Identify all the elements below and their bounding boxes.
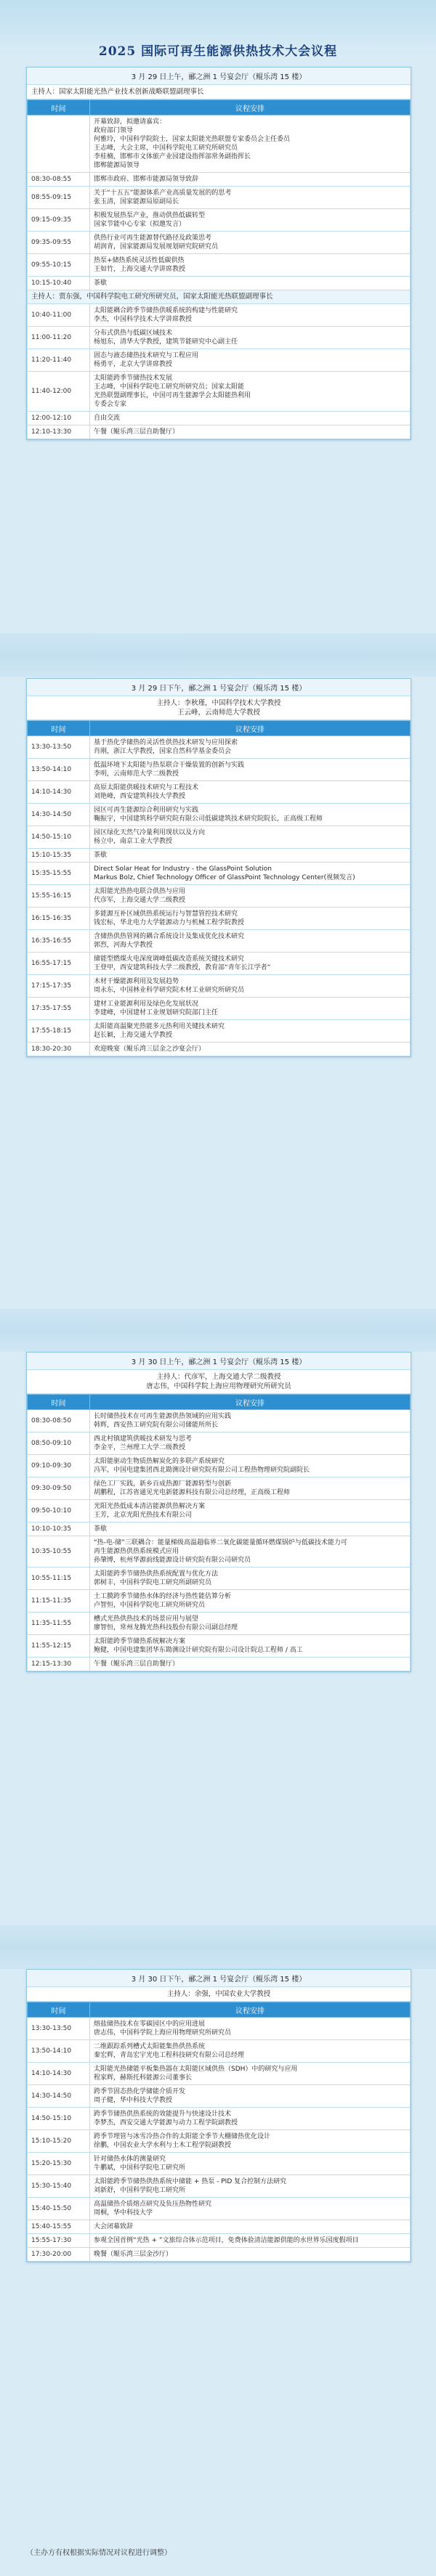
agenda-topic: 二维跟踪系列槽式太阳能集热供热系统 <box>94 2043 206 2050</box>
agenda-cell <box>90 1536 411 1568</box>
footnote: （主办方有权根据实际情况对议程进行调整） <box>26 2549 171 2557</box>
agenda-topic: 木材干燥能源利用及发展趋势 <box>94 978 179 985</box>
agenda-row <box>28 304 411 327</box>
agenda-cell <box>90 232 411 254</box>
agenda-detail: 杨立中，南京工业大学教授 <box>94 838 173 845</box>
time-cell: 18:30-20:30 <box>28 1043 90 1056</box>
agenda-row <box>28 1043 411 1056</box>
agenda-row <box>28 2040 411 2063</box>
agenda-row <box>28 1020 411 1043</box>
agenda-row <box>28 1590 411 1613</box>
agenda-detail: 周永东，中国林业科学研究院木材工业研究所研究员 <box>94 987 245 994</box>
agenda-topic: 大会闭幕致辞 <box>94 2223 134 2230</box>
agenda-row <box>28 1410 411 1432</box>
agenda-row <box>28 863 411 885</box>
time-cell: 08:55-09:15 <box>28 187 90 209</box>
section-divider <box>0 633 436 677</box>
agenda-row <box>28 953 411 975</box>
session-card <box>26 678 411 1057</box>
agenda-cell <box>90 1500 411 1523</box>
agenda-row <box>28 327 411 349</box>
time-cell: 16:35-16:55 <box>28 930 90 953</box>
agenda-topic: 园区可再生能源综合利用研究与实践 <box>94 807 199 814</box>
time-cell: 11:35-11:55 <box>28 1613 90 1635</box>
time-cell: 09:35-09:55 <box>28 232 90 254</box>
agenda-cell <box>90 1020 411 1043</box>
agenda-topic: 茶歇 <box>94 1525 108 1533</box>
agenda-topic: 太阳能光热储能平板集热器在太阳能区域供热（SDH）中的研究与应用 <box>94 2066 298 2073</box>
agenda-detail: 周子健，华中科技大学教授 <box>94 2097 173 2104</box>
agenda-topic: 固态与液态储热技术研究与工程应用 <box>94 352 199 359</box>
agenda-row <box>28 412 411 425</box>
agenda-detail: 李桂楠，邯郸市文体旅产业园建设指挥部常务副指挥长 <box>94 153 251 160</box>
agenda-row <box>28 254 411 277</box>
agenda-cell <box>90 2040 411 2063</box>
session-header: 3 月 29 日上午，郦之洲 1 号宴会厅（鲲乐湾 15 楼） <box>27 68 411 85</box>
agenda-detail: 何雅玲，中国科学院院士，国家太阳能光热联盟专家委员会主任委员 <box>94 136 291 143</box>
time-cell: 09:55-10:15 <box>28 254 90 277</box>
agenda-topic: 跨季节埋管与冰雪冷热合作的太阳能全季节大棚储热优化设计 <box>94 2133 271 2140</box>
agenda-cell <box>90 2018 411 2040</box>
session-header: 3 月 30 日下午，郦之洲 1 号宴会厅（鲲乐湾 15 楼） <box>27 1970 411 1987</box>
agenda-topic: 槽式光热供热技术的场景应用与展望 <box>94 1615 199 1623</box>
time-cell: 12:15-13:30 <box>28 1658 90 1671</box>
agenda-row <box>28 115 411 173</box>
section-divider <box>0 1308 436 1352</box>
agenda-topic: 园区绿化天然气冷量利用现状以及方向 <box>94 829 206 836</box>
time-cell: 09:30-09:50 <box>28 1477 90 1500</box>
time-cell: 14:50-15:10 <box>28 2108 90 2130</box>
time-cell: 09:50-10:10 <box>28 1500 90 1523</box>
agenda-detail: 唐志伟，中国科学院上海应用物理研究所研究员 <box>94 2029 232 2037</box>
agenda-topic: 热泵+储热系统灵活性低碳供热 <box>94 257 185 264</box>
agenda-cell <box>90 173 411 187</box>
agenda-detail: 国家节能中心专家（拟邀发言） <box>94 221 186 228</box>
agenda-row <box>28 998 411 1020</box>
agenda-topic: 光阳光热低成本清洁能源供热解决方案 <box>94 1503 206 1510</box>
agenda-cell <box>90 1590 411 1613</box>
agenda-detail: 刘艳峰，西安建筑科技大学教授 <box>94 793 186 800</box>
agenda-detail: 刘新舒，中国科学院电工研究所 <box>94 2187 186 2194</box>
agenda-row <box>28 2085 411 2108</box>
agenda-detail: 肖刚，浙江大学教授，国家自然科学基金委员会 <box>94 748 232 755</box>
agenda-topic: 太阳能高温聚光热能多元热利用关键技术研究 <box>94 1023 225 1030</box>
agenda-topic: 积极发展热泵产业，推动供热低碳转型 <box>94 212 206 219</box>
agenda-topic: 午餐（鲲乐湾三层自助餐厅） <box>94 428 179 436</box>
agenda-detail: 胡鹏程，江苏省通见光电新能源科技有限公司总经理，正高级工程师 <box>94 1489 291 1496</box>
agenda-topic: 午餐（鲲乐湾三层自助餐厅） <box>94 1660 179 1668</box>
agenda-row <box>28 930 411 953</box>
agenda-topic: 西北村镇建筑供暖技术研发与思考 <box>94 1435 193 1443</box>
agenda-rows <box>28 2018 411 2262</box>
agenda-cell <box>90 908 411 930</box>
agenda-detail: 光热联盟副理事长，中国可再生能源学会太阳能热利用 <box>94 392 251 399</box>
time-cell: 14:50-15:10 <box>28 826 90 849</box>
session-host: 主持人：余强，中国农业大学教授 <box>27 1987 411 2002</box>
time-cell: 15:55-17:30 <box>28 2234 90 2248</box>
agenda-row <box>28 1500 411 1523</box>
agenda-cell <box>90 412 411 425</box>
agenda-row <box>28 1455 411 1477</box>
time-cell: 16:55-17:15 <box>28 953 90 975</box>
agenda-cell <box>90 254 411 277</box>
agenda-topic: 参观全国首例“光热 + ”文旅综合体示范项目，免费体验清洁能源供能的水世界乐园度假项目 <box>94 2237 359 2244</box>
agenda-detail: 周桐，华中科技大学 <box>94 2209 153 2217</box>
agenda-topic: 基于热化学储热的灵活性供热技术研发与应用探索 <box>94 739 238 746</box>
time-column-header: 时间 <box>28 2002 90 2018</box>
agenda-topic: 熔盐储热技术在零碳园区中的应用进展 <box>94 2021 206 2028</box>
time-cell: 08:30-08:55 <box>28 173 90 187</box>
time-cell: 12:10-13:30 <box>28 425 90 439</box>
agenda-cell <box>90 781 411 804</box>
agenda-detail: 卢智恒，中国科学院电工研究所研究员 <box>94 1602 206 1609</box>
agenda-topic: 太阳能跨季节储热供热系统配置与优化方法 <box>94 1570 219 1578</box>
agenda-topic: Direct Solar Heat for Industry - the GlassPoint Solution <box>94 865 272 873</box>
agenda-row <box>28 173 411 187</box>
agenda-table <box>27 1394 411 1671</box>
agenda-cell <box>90 1568 411 1590</box>
agenda-detail: Markus Bolz, Chief Technology Officer of GlassPoint Technology Center(视频发言) <box>94 874 355 881</box>
agenda-topic: 跨季节储热供热系统的效能提升与快速设计技术 <box>94 2111 232 2118</box>
agenda-topic: 土工膜跨季节储热水体的经济与热性能估算分析 <box>94 1593 232 1600</box>
agenda-row <box>28 425 411 439</box>
agenda-detail: 王芳，北京光阳光热技术有限公司 <box>94 1512 193 1519</box>
agenda-detail: 牛鹏斌，中国科学院电工研究所 <box>94 2164 186 2172</box>
agenda-row <box>28 885 411 908</box>
agenda-row <box>28 2220 411 2234</box>
agenda-cell <box>90 2198 411 2220</box>
time-cell: 09:10-09:30 <box>28 1455 90 1477</box>
agenda-row <box>28 2018 411 2040</box>
agenda-topic: 分布式供热与低碳区域技术 <box>94 330 173 337</box>
agenda-topic: 高原太阳能供暖技术研究与工程技术 <box>94 784 199 791</box>
agenda-topic: 晚餐（鲲乐湾三层金沙厅） <box>94 2251 173 2258</box>
agenda-row <box>28 1477 411 1500</box>
agenda-topic: 供热行业可再生能源替代路径及政策思考 <box>94 235 212 242</box>
agenda-row <box>28 736 411 759</box>
time-cell: 08:50-09:10 <box>28 1432 90 1455</box>
agenda-cell <box>90 2108 411 2130</box>
session-header: 3 月 30 日上午，郦之洲 1 号宴会厅（鲲乐湾 15 楼） <box>27 1353 411 1370</box>
agenda-detail: 邯郸能源局领导 <box>94 162 140 169</box>
agenda-cell <box>90 1477 411 1500</box>
time-cell: 11:20-11:40 <box>28 349 90 372</box>
time-cell: 15:35-15:55 <box>28 863 90 885</box>
agenda-detail: 杨旭东，清华大学教授，建筑节能研究中心副主任 <box>94 338 238 346</box>
agenda-row <box>28 372 411 412</box>
agenda-detail: 韩辉，西安热工研究院有限公司储能所所长 <box>94 1422 219 1429</box>
time-column-header: 时间 <box>28 721 90 736</box>
agenda-rows <box>28 736 411 1056</box>
agenda-row <box>28 759 411 781</box>
time-cell: 11:40-12:00 <box>28 372 90 412</box>
time-column-header: 时间 <box>28 100 90 115</box>
agenda-detail: 廖智恒，常州龙腾光热科技股份有限公司副总经理 <box>94 1624 238 1631</box>
session-host <box>27 696 411 720</box>
agenda-row <box>28 2153 411 2175</box>
agenda-topic: 长时储热技术在可再生能源供热领域的应用实践 <box>94 1413 232 1420</box>
agenda-cell <box>90 2234 411 2248</box>
agenda-row <box>28 849 411 863</box>
host-cell: 主持人：贾东强，中国科学院电工研究所研究员，国家太阳能光热联盟副理事长 <box>28 290 411 304</box>
agenda-row <box>28 349 411 372</box>
agenda-detail: 李明，云南师范大学二级教授 <box>94 770 179 778</box>
host-line: 主持人：李秋瑾，中国科学技术大学教授 <box>156 699 281 707</box>
time-cell: 15:55-16:15 <box>28 885 90 908</box>
agenda-cell <box>90 804 411 826</box>
agenda-cell <box>90 863 411 885</box>
agenda-cell <box>90 1635 411 1658</box>
agenda-row <box>28 804 411 826</box>
agenda-detail: 程家辉，赫斯托科能源公司董事长 <box>94 2074 193 2082</box>
agenda-topic: 邯郸市政府、邯郸市能源局领导致辞 <box>94 176 199 183</box>
agenda-row <box>28 1613 411 1635</box>
agenda-topic: 多能源互补区域供热系统运行与智慧管控技术研究 <box>94 910 238 918</box>
agenda-row <box>28 2234 411 2248</box>
agenda-detail: 孙肇博，杭州华源前线能源设计研究院有限公司研究员 <box>94 1557 251 1564</box>
time-cell: 12:00-12:10 <box>28 412 90 425</box>
agenda-cell <box>90 304 411 327</box>
agenda-detail: 再生能源热供热系统模式应用 <box>94 1548 179 1555</box>
agenda-detail: 张玉清，国家能源局原副局长 <box>94 198 179 205</box>
time-cell: 13:50-14:10 <box>28 2040 90 2063</box>
time-cell: 15:40-15:50 <box>28 2198 90 2220</box>
agenda-column-header: 议程安排 <box>90 2002 411 2018</box>
agenda-detail: 冯军，中国电建集团西北勘测设计研究院有限公司工程热物理研究院副院长 <box>94 1467 310 1474</box>
time-cell: 11:55-12:15 <box>28 1635 90 1658</box>
agenda-detail: 王志峰，大会主席，中国科学院电工研究所研究员 <box>94 144 238 152</box>
time-cell: 14:10-14:30 <box>28 781 90 804</box>
agenda-detail: 徐鹏，中国农业大学水利与土木工程学院副教授 <box>94 2142 232 2149</box>
agenda-cell <box>90 372 411 412</box>
agenda-detail: 王登甲，西安建筑科技大学二级教授，教育部“青年长江学者” <box>94 964 271 971</box>
section-divider <box>0 1925 436 1969</box>
time-cell <box>28 115 90 173</box>
agenda-topic: 太阳能驱动生物质热解炭化的多联产系统研究 <box>94 1458 225 1465</box>
agenda-column-header: 议程安排 <box>90 1395 411 1410</box>
agenda-row <box>28 2130 411 2153</box>
agenda-cell <box>90 826 411 849</box>
agenda-cell <box>90 115 411 173</box>
agenda-topic: 太阳能跨季节储热系统解决方案 <box>94 1638 186 1645</box>
agenda-cell <box>90 736 411 759</box>
session-card <box>26 67 411 440</box>
agenda-topic: 低温环境下太阳能与热泵联合干燥装置的创新与实践 <box>94 762 245 769</box>
session-card <box>26 1969 411 2262</box>
agenda-cell <box>90 1432 411 1455</box>
agenda-row <box>28 2248 411 2262</box>
agenda-topic: 太阳能光热热电联合供热与应用 <box>94 888 186 895</box>
time-cell: 15:40-15:55 <box>28 2220 90 2234</box>
time-cell: 10:55-11:15 <box>28 1568 90 1590</box>
agenda-row <box>28 826 411 849</box>
agenda-cell <box>90 349 411 372</box>
host-line: 唐志伟，中国科学院上海应用物理研究所研究员 <box>146 1382 291 1390</box>
time-cell: 17:15-17:35 <box>28 975 90 998</box>
time-cell: 14:30-14:50 <box>28 2085 90 2108</box>
agenda-cell <box>90 2175 411 2198</box>
time-cell: 17:55-18:15 <box>28 1020 90 1043</box>
agenda-row <box>28 277 411 290</box>
agenda-topic: 太阳能跨季节储热供热系统中储能 + 热泵 - PID 复合控制方法研究 <box>94 2178 287 2185</box>
agenda-cell <box>90 327 411 349</box>
agenda-cell <box>90 998 411 1020</box>
agenda-cell <box>90 209 411 232</box>
agenda-topic: 高温储热介质熔点研究及负压热物性研究 <box>94 2201 212 2208</box>
agenda-cell <box>90 2220 411 2234</box>
agenda-row <box>28 1536 411 1568</box>
agenda-detail: 钱宏标，华北电力大学能源动力与机械工程学院教授 <box>94 919 245 926</box>
agenda-topic: 关于“十五五”能源体系产业高质量发展的的思考 <box>94 189 232 197</box>
agenda-topic: 储能型燃煤火电深度调峰低碳改造系统关键技术研究 <box>94 955 245 963</box>
agenda-detail: 李建峰，中国建材工业规划研究院部门主任 <box>94 1009 219 1016</box>
agenda-detail: 代彦军，上海交通大学二级教授 <box>94 897 186 904</box>
agenda-rows <box>28 1410 411 1671</box>
agenda-row <box>28 908 411 930</box>
agenda-cell <box>90 1043 411 1056</box>
agenda-cell <box>90 1613 411 1635</box>
time-cell: 15:30-15:40 <box>28 2175 90 2198</box>
agenda-cell <box>90 759 411 781</box>
agenda-column-header: 议程安排 <box>90 721 411 736</box>
agenda-topic: 开幕致辞，拟邀请嘉宾： <box>94 118 166 126</box>
agenda-row <box>28 1523 411 1536</box>
agenda-topic: 茶歇 <box>94 852 108 859</box>
agenda-row <box>28 1568 411 1590</box>
time-cell: 13:30-13:50 <box>28 2018 90 2040</box>
time-cell: 17:35-17:55 <box>28 998 90 1020</box>
agenda-topic: 跨季节固态热化学储能介质开发 <box>94 2088 186 2095</box>
agenda-row <box>28 2108 411 2130</box>
agenda-row <box>28 187 411 209</box>
time-cell: 10:35-10:55 <box>28 1536 90 1568</box>
agenda-topic: “热-电-储”三联耦合：能量梯级高温超临界二氧化碳能量循环燃煤锅炉与低碳技术能力可 <box>94 1539 347 1546</box>
agenda-cell <box>90 1410 411 1432</box>
agenda-row <box>28 1658 411 1671</box>
agenda-detail: 李杰，中国科学技术大学讲席教授 <box>94 316 193 323</box>
session-card <box>26 1352 411 1672</box>
time-cell: 15:10-15:35 <box>28 849 90 863</box>
agenda-column-header: 议程安排 <box>90 100 411 115</box>
agenda-cell <box>90 2130 411 2153</box>
time-cell: 10:10-10:35 <box>28 1523 90 1536</box>
agenda-detail: 郭烈，河海大学教授 <box>94 942 153 949</box>
agenda-topic: 含储热供热管网的耦合系统设计及集成优化技术研究 <box>94 933 245 940</box>
agenda-cell <box>90 975 411 998</box>
time-cell: 09:15-09:35 <box>28 209 90 232</box>
agenda-detail: 秦宏辉，青岛宏宇光电工程科技研究有限公司总经理 <box>94 2052 245 2059</box>
host-line: 主持人：代彦军，上海交通大学二级教授 <box>156 1373 281 1381</box>
session-host: 主持人：国家太阳能光热产业技术创新战略联盟副理事长 <box>27 85 411 99</box>
agenda-topic: 茶歇 <box>94 280 108 287</box>
agenda-table <box>27 2002 411 2262</box>
agenda-topic: 建材工业能源利用及绿色化发展状况 <box>94 1000 199 1008</box>
time-cell: 13:30-13:50 <box>28 736 90 759</box>
agenda-table <box>27 99 411 439</box>
agenda-detail: 王如竹，上海交通大学讲席教授 <box>94 266 186 273</box>
time-cell: 10:40-11:00 <box>28 304 90 327</box>
agenda-detail: 杨勇平，北京大学讲席教授 <box>94 361 173 368</box>
agenda-cell <box>90 1658 411 1671</box>
page-title: 2025 国际可再生能源供热技术大会议程 <box>98 44 338 59</box>
agenda-row <box>28 2063 411 2085</box>
agenda-row <box>28 781 411 804</box>
agenda-detail: 胡润青，国家能源局发展规划研究院研究员 <box>94 243 219 250</box>
agenda-row <box>28 975 411 998</box>
agenda-topic: 欢迎晚宴（鲲乐湾三层金之沙宴会厅） <box>94 1046 206 1053</box>
time-cell: 14:30-14:50 <box>28 804 90 826</box>
time-column-header: 时间 <box>28 1395 90 1410</box>
agenda-table <box>27 720 411 1056</box>
agenda-topic: 自由交流 <box>94 415 121 422</box>
agenda-row <box>28 209 411 232</box>
agenda-cell <box>90 849 411 863</box>
time-cell: 16:15-16:35 <box>28 908 90 930</box>
agenda-cell <box>90 2153 411 2175</box>
agenda-row <box>28 1432 411 1455</box>
agenda-detail: 鲍健，中国电建集团华东勘测设计研究院有限公司设计院总工程师 / 高工 <box>94 1647 303 1654</box>
time-cell: 15:10-15:20 <box>28 2130 90 2153</box>
time-cell: 10:15-10:40 <box>28 277 90 290</box>
agenda-row <box>28 2198 411 2220</box>
agenda-cell <box>90 2248 411 2262</box>
agenda-cell <box>90 277 411 290</box>
agenda-detail: 政府部门领导 <box>94 127 134 134</box>
agenda-detail: 郭树丰，中国科学院电工研究所副研究员 <box>94 1579 212 1586</box>
agenda-cell <box>90 187 411 209</box>
agenda-detail: 专委会专家 <box>94 401 127 408</box>
session-header: 3 月 29 日下午，郦之洲 1 号宴会厅（鲲乐湾 15 楼） <box>27 679 411 696</box>
agenda-topic: 太阳能耦合跨季节储热供暖系统的构建与性能研究 <box>94 307 238 314</box>
agenda-cell <box>90 2085 411 2108</box>
time-cell: 17:30-20:00 <box>28 2248 90 2262</box>
agenda-rows <box>28 115 411 439</box>
agenda-topic: 针对储热水体的测量研究 <box>94 2156 166 2163</box>
agenda-topic: 太阳能跨季节储热技术发展 <box>94 375 173 382</box>
agenda-row <box>28 1635 411 1658</box>
agenda-row <box>28 2175 411 2198</box>
agenda-cell <box>90 953 411 975</box>
agenda-detail: 赵长颖，上海交通大学教授 <box>94 1032 173 1039</box>
time-cell: 14:10-14:30 <box>28 2063 90 2085</box>
agenda-cell <box>90 930 411 953</box>
time-cell: 15:20-15:30 <box>28 2153 90 2175</box>
time-cell: 08:30-08:50 <box>28 1410 90 1432</box>
agenda-row <box>28 232 411 254</box>
agenda-cell <box>90 1523 411 1536</box>
time-cell: 11:15-11:35 <box>28 1590 90 1613</box>
agenda-cell <box>90 1455 411 1477</box>
session-host <box>27 1370 411 1394</box>
host-row <box>28 290 411 304</box>
agenda-cell <box>90 425 411 439</box>
agenda-detail: 李金平，兰州理工大学二级教授 <box>94 1444 186 1451</box>
agenda-detail: 李梦杰，西安交通大学能源与动力工程学院副教授 <box>94 2119 238 2127</box>
agenda-detail: 鞠振宇，中国建筑科学研究院有限公司低碳建筑技术研究院院长，正高级工程师 <box>94 815 323 823</box>
agenda-cell <box>90 2063 411 2085</box>
agenda-cell <box>90 885 411 908</box>
time-cell: 13:50-14:10 <box>28 759 90 781</box>
host-line: 王云峰，云南师范大学教授 <box>177 709 260 717</box>
agenda-detail: 王志峰，中国科学院电工研究所研究员；国家太阳能 <box>94 383 245 391</box>
time-cell: 11:00-11:20 <box>28 327 90 349</box>
agenda-topic: 绿色工厂实践，新乡百成热源厂能源转型与创新 <box>94 1480 232 1488</box>
